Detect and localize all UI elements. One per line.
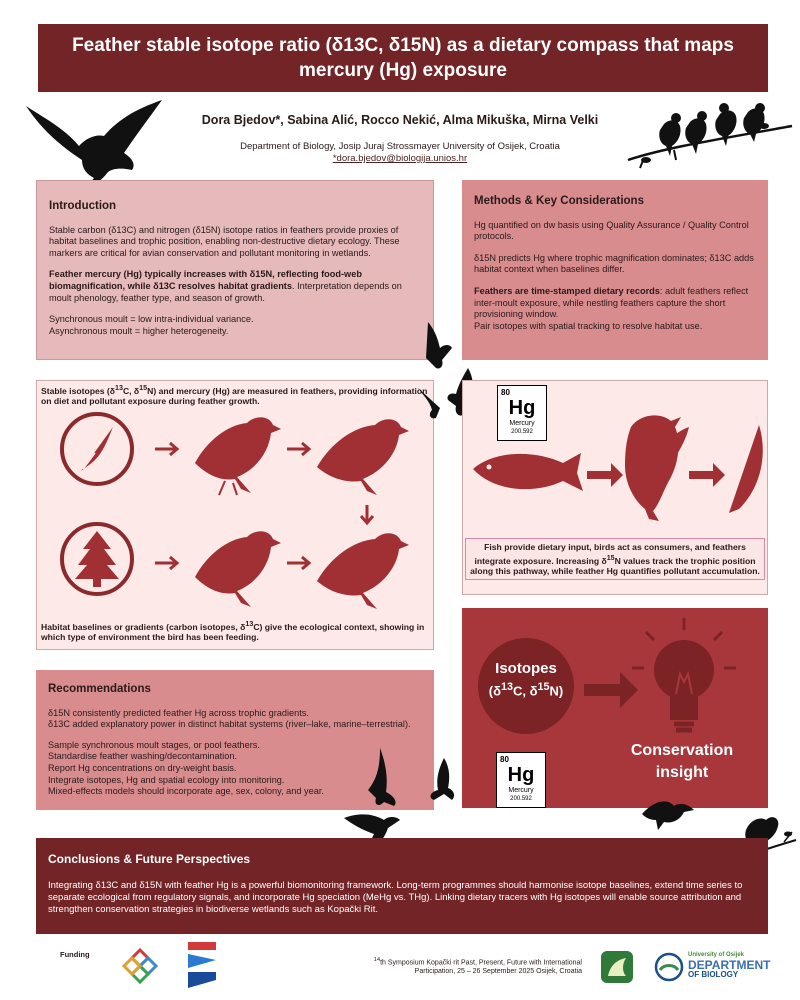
poster-title: Feather stable isotope ratio (δ13C, δ15N) as a dietary compass that maps mercury (Hg) exposure: [38, 24, 768, 92]
element-name: Mercury: [508, 787, 534, 794]
element-weight: 200.592: [510, 796, 532, 802]
intro-moult-async: Asynchronous moult = higher heterogeneity.: [49, 325, 229, 336]
arrow-icon: [155, 443, 177, 455]
element-number: 80: [501, 388, 510, 397]
element-name: Mercury: [509, 420, 535, 427]
diagram-caption-top: Stable isotopes ($\delta^{13}C$, $\delta^{15}N$) and mercury (Hg) are measured in feathers, providing information on diet and pollutant exposure during feather growth.: [41, 384, 428, 407]
methods-paragraph-3-rest: : adult feathers reflect inter-moult exposure, while nestling feathers capture the short provisioning window.: [474, 285, 749, 320]
bird-icon: [317, 419, 409, 495]
arrow-icon: [155, 557, 177, 569]
university-name: University of Osijek: [688, 952, 745, 958]
feather-icon: [62, 414, 132, 484]
recommendations-actions: Sample synchronous moult stages, or pool feathers. Standardise feather washing/decontamination. Report Hg concentrations on dry-weight basis. Integrate isotopes, Hg and spatial ecology into monitoring. Mixed-effects models should incorporate age, sex, colony, and year.: [48, 739, 324, 797]
methods-paragraph-4: Pair isotopes with spatial tracking to resolve habitat use.: [474, 320, 703, 331]
bird-icon: [317, 533, 409, 609]
bird-of-prey-icon: [625, 415, 689, 521]
university-logo: [654, 952, 684, 982]
kopacki-rit-logo: [600, 950, 634, 984]
intro-paragraph-2: [49, 269, 421, 304]
department-line-1: DEPARTMENT: [688, 958, 771, 972]
affiliation: Department of Biology, Josip Juraj Strossmayer University of Osijek, Croatia: [240, 141, 560, 152]
arrow-icon: [689, 463, 725, 487]
intro-paragraph-2-rest: . Interpretation depends on moult phenology, feather type, and season of growth.: [49, 280, 402, 303]
mercury-element-card: [496, 752, 546, 808]
department-line-2: OF BIOLOGY: [688, 970, 739, 979]
isotopes-label: Isotopes: [495, 660, 557, 677]
feather-habitat-diagram: [36, 380, 434, 650]
diagram-graphics: [37, 381, 435, 651]
lightbulb-icon: [632, 618, 736, 730]
element-number: 80: [500, 755, 509, 764]
symposium-info: $^{14}$th Symposium Kopački rit Past, Present, Future with International Participation, 25 – 26 September 2025 Osijek, Croatia: [373, 957, 582, 976]
arrow-icon: [587, 463, 623, 487]
intro-moult-sync: Synchronous moult = low intra-individual variance.: [49, 314, 254, 325]
methods-highlight: Feathers are time-stamped dietary records: [474, 285, 660, 296]
bird-icon: [195, 417, 281, 495]
conclusions-heading: Conclusions & Future Perspectives: [48, 852, 251, 866]
conservation-insight-label: Conservation insight: [630, 742, 734, 781]
intro-highlight: Feather mercury (Hg) typically increases with δ15N, reflecting food-web biomagnification, while δ13C resolves habitat gradients: [49, 269, 362, 291]
funding-label: Funding: [60, 950, 90, 959]
element-weight: 200.592: [511, 429, 533, 435]
methods-heading: Methods & Key Considerations: [474, 195, 644, 207]
diagram-caption-bottom: Habitat baselines or gradients (carbon isotopes, $\delta^{13}C$) give the ecological context, showing in which type of environment the bird has been feeding.: [41, 620, 425, 643]
element-symbol: Hg: [508, 397, 536, 419]
department-logo: [688, 950, 770, 980]
isotopes-formula: ($\delta^{13}C$, $\delta^{15}N$): [488, 681, 564, 699]
feather-icon: [729, 425, 763, 513]
funding-logo-2: [186, 940, 220, 992]
conservation-insight-panel: [462, 608, 768, 808]
methods-paragraph-2: δ15N predicts Hg where trophic magnification dominates; δ13C adds habitat context when baselines differ.: [474, 252, 754, 275]
element-symbol: Hg: [507, 764, 535, 786]
tree-icon: [62, 524, 132, 594]
arrow-icon: [287, 443, 309, 455]
food-chain-graphics: [463, 381, 769, 531]
fish-icon: [473, 453, 583, 491]
arrow-icon: [584, 672, 638, 708]
flying-bird-icon: [640, 796, 696, 832]
authors: Dora Bjedov*, Sabina Alić, Rocco Nekić, Alma Mikuška, Mirna Velki: [201, 113, 599, 127]
intro-paragraph-1: Stable carbon (δ13C) and nitrogen (δ15N) isotope ratios in feathers provide proxies of habitat baselines and trophic position, enabling non-destructive dietary ecology. These markers are critical for avian conservation and pollutant monitoring in wetlands.: [49, 224, 400, 258]
methods-section: [462, 180, 768, 360]
recommendations-heading: Recommendations: [48, 683, 151, 695]
conclusions-text: Integrating δ13C and δ15N with feather Hg is a powerful biomonitoring framework. Long-term programmes should harmonise isotope baselines, extend time series to separate ecological from regulatory signals, and incorporate Hg speciation (MeHg vs. THg). Linking dietary tracers with Hg isotopes will enable source attribution and strengthen conservation strategies in biodiverse wetlands such as Kopački Rit.: [48, 880, 743, 915]
affiliation-block: [200, 141, 600, 165]
introduction-section: [36, 180, 434, 360]
down-arrow-icon: [361, 505, 373, 523]
arrow-icon: [287, 557, 309, 569]
recommendations-findings: δ15N consistently predicted feather Hg across trophic gradients. δ13C added explanatory power in distinct habitat systems (river–lake, marine–terrestrial).: [48, 707, 411, 730]
email-link[interactable]: *dora.bjedov@biologija.unios.hr: [332, 153, 468, 164]
food-chain-caption: Fish provide dietary input, birds act as consumers, and feathers integrate exposure. Increasing $\delta^{15}N$ values track the trophic position along this pathway, while feather Hg quantifies pollutant accumulation.: [465, 538, 765, 580]
funding-logo-1: [122, 948, 158, 984]
bird-icon: [195, 531, 281, 607]
introduction-heading: Introduction: [49, 200, 117, 212]
intro-paragraph-3: [49, 314, 421, 337]
methods-paragraph-1: Hg quantified on dw basis using Quality Assurance / Quality Control protocols.: [474, 219, 749, 242]
conclusions-section: [36, 838, 768, 934]
birds-on-branch-icon: [624, 100, 796, 172]
methods-paragraph-3: [474, 286, 756, 321]
